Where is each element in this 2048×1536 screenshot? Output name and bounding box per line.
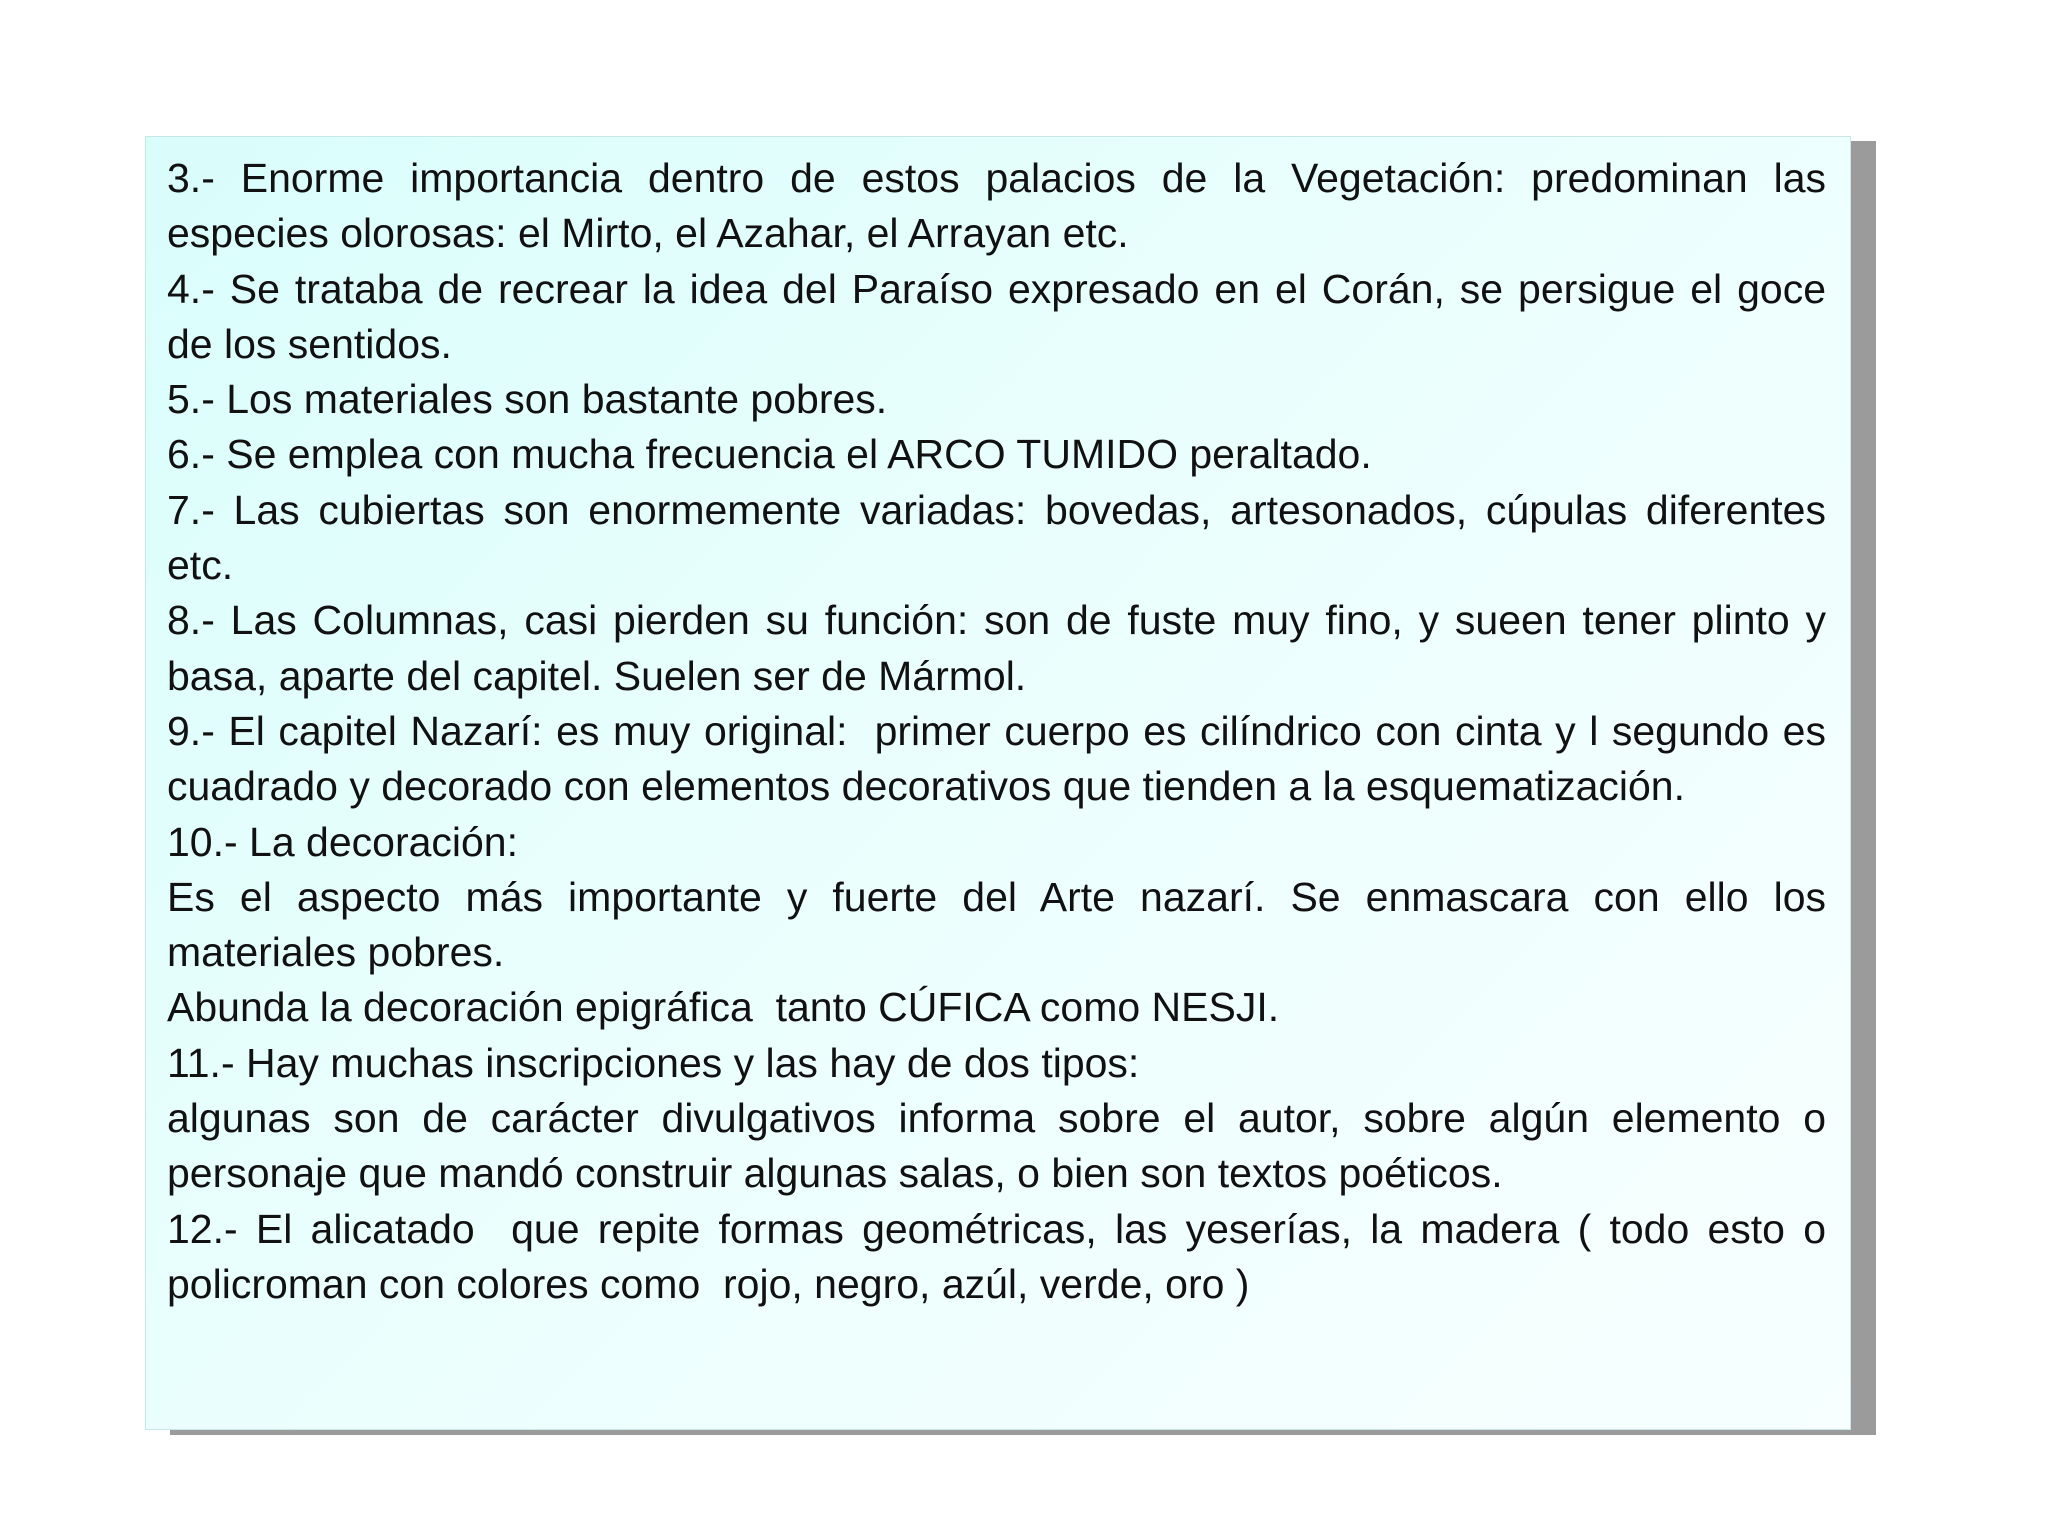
paragraph-item-11-inscriptions: 11.- Hay muchas inscripciones y las hay de dos tipos: xyxy=(167,1039,1140,1086)
paragraph-item-3-vegetation: 3.- Enorme importancia dentro de estos palacios de la Vegetación: predominan las especies olorosas: el Mirto, el Azahar, el Arrayan etc. xyxy=(167,155,1838,257)
paragraph-item-9-capital: 9.- El capitel Nazarí: es muy original: primer cuerpo es cilíndrico con cinta y l segundo es cuadrado y decorado con elementos decorativos que tienden a la esquematización. xyxy=(167,707,1838,810)
paragraph-decoration-description: Es el aspecto más importante y fuerte del Arte nazarí. Se enmascara con ello los materiales pobres. xyxy=(167,873,1838,976)
paragraph-inscription-types: algunas son de carácter divulgativos informa sobre el autor, sobre algún elemento o personaje que mandó construir algunas salas, o bien son textos poéticos. xyxy=(167,1095,1838,1197)
slide-text-box xyxy=(145,136,1851,1430)
paragraph-item-5-materials: 5.- Los materiales son bastante pobres. xyxy=(167,376,888,423)
paragraph-item-12-tilework: 12.- El alicatado que repite formas geométricas, las yeserías, la madera ( todo esto o policroman con colores como rojo, negro, azúl, verde, oro ) xyxy=(167,1205,1838,1307)
paragraph-item-4-paradise: 4.- Se trataba de recrear la idea del Paraíso expresado en el Corán, se persigue el goce de los sentidos. xyxy=(167,265,1838,367)
paragraph-item-6-arch: 6.- Se emplea con mucha frecuencia el ARCO TUMIDO peraltado. xyxy=(167,431,1372,478)
paragraph-item-7-roofs: 7.- Las cubiertas son enormemente variadas: bovedas, artesonados, cúpulas diferentes etc. xyxy=(167,486,1838,589)
paragraph-item-8-columns: 8.- Las Columnas, casi pierden su función: son de fuste muy fino, y sueen tener plinto y basa, aparte del capitel. Suelen ser de Mármol. xyxy=(167,597,1838,699)
paragraph-item-10-decoration-heading: 10.- La decoración: xyxy=(167,818,519,865)
paragraph-epigraphic-decoration: Abunda la decoración epigráfica tanto CÚFICA como NESJI. xyxy=(167,984,1280,1031)
